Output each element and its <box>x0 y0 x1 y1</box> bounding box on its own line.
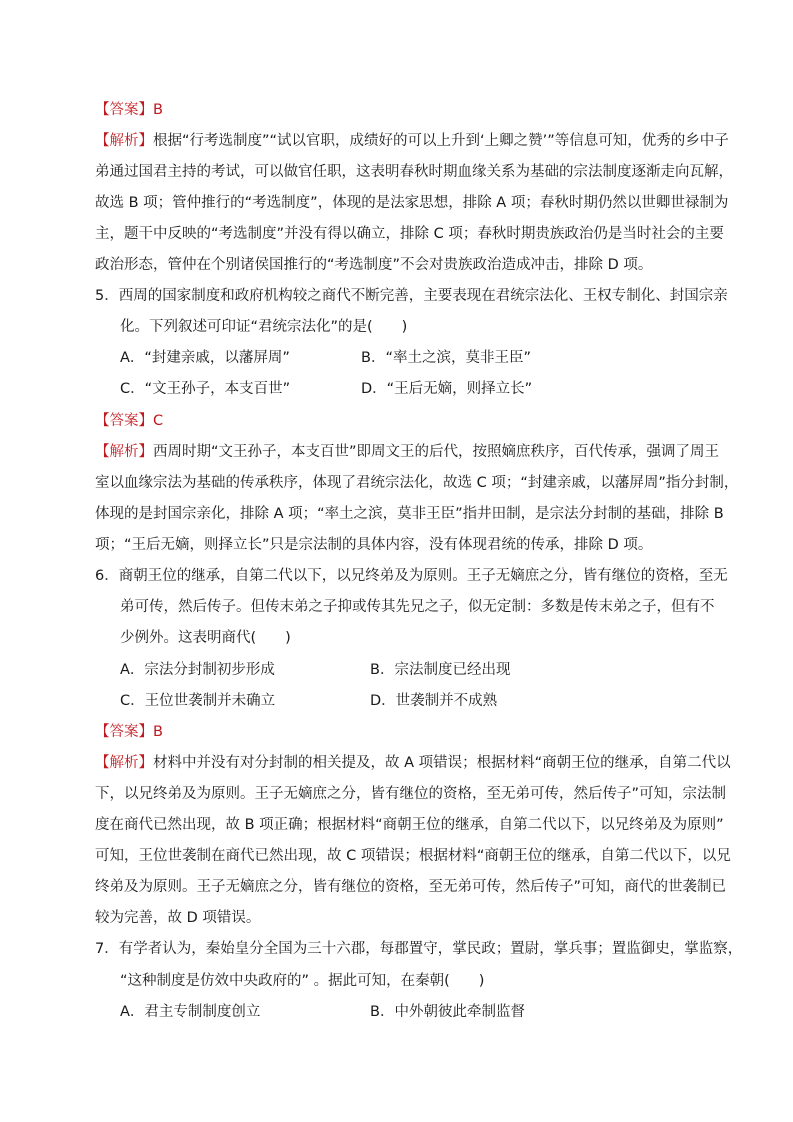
explanation-text: 材料中并没有对分封制的相关提及，故 A 项错误；根据材料“商朝王位的继承，自第二代以 <box>153 755 731 771</box>
explanation-line <box>95 753 731 773</box>
answer-value: B <box>153 102 163 118</box>
explanation-line: 终弟及为原则。王子无嫡庶之分，皆有继位的资格，至无弟可传，然后传子”可知，商代的世袭制已 <box>95 879 727 895</box>
option-a: A．“封建亲戚，以藩屏周” <box>120 350 290 366</box>
explanation-line: 度在商代已然出现，故 B 项正确；根据材料“商朝王位的继承，自第二代以下，以兄终弟及为原则” <box>95 817 724 833</box>
question-stem: 化。下列叙述可印证“君统宗法化”的是( ) <box>120 319 408 335</box>
option-a: A．君主专制制度创立 <box>120 1004 261 1020</box>
answer-tag: 【答案】 <box>95 724 153 740</box>
answer-tag: 【答案】 <box>95 413 153 429</box>
explanation-line: 弟通过国君主持的考试，可以做官任职，这表明春秋时期血缘关系为基础的宗法制度逐渐走向瓦解， <box>95 164 733 180</box>
explanation-tag: 【解析】 <box>95 444 153 460</box>
explanation-line: 项；“王后无嫡，则择立长”只是宗法制的具体内容，没有体现君统的传承，排除 D 项。 <box>95 537 653 553</box>
question-stem: 7．有学者认为，秦始皇分全国为三十六郡，每郡置守，掌民政；置尉，掌兵事；置监御史，掌监察， <box>95 941 743 957</box>
question-stem: “这种制度是仿效中央政府的” 。据此可知，在秦朝( ) <box>120 973 485 989</box>
explanation-line: 体现的是封国宗亲化，排除 A 项；“率土之滨，莫非王臣”指井田制，是宗法分封制的基础，排除 B <box>95 506 724 522</box>
answer-line <box>95 722 163 742</box>
option-d: D．“王后无嫡，则择立长” <box>361 381 533 397</box>
answer-value: C <box>153 413 164 429</box>
explanation-line <box>95 442 719 462</box>
explanation-text: 西周时期“文王孙子，本支百世”即周文王的后代，按照嫡庶秩序，百代传承，强调了周王 <box>153 444 720 460</box>
explanation-line: 较为完善，故 D 项错误。 <box>95 910 261 926</box>
explanation-tag: 【解析】 <box>95 133 153 149</box>
explanation-line: 主，题干中反映的“考选制度”并没有得以确立，排除 C 项；春秋时期贵族政治仍是当时社会的主要 <box>95 226 724 242</box>
option-d: D．世袭制并不成熟 <box>370 693 498 709</box>
option-c: C．“文王孙子，本支百世” <box>120 381 291 397</box>
answer-tag: 【答案】 <box>95 102 153 118</box>
answer-line <box>95 100 163 120</box>
answer-value: B <box>153 724 163 740</box>
option-b: B．“率土之滨，莫非王臣” <box>361 350 531 366</box>
question-stem: 弟可传，然后传子。但传末弟之子抑或传其先兄之子，似无定制：多数是传末弟之子，但有不 <box>120 599 715 615</box>
explanation-line: 可知，王位世袭制在商代已然出现，故 C 项错误；根据材料“商朝王位的继承，自第二代以下，以兄 <box>95 848 731 864</box>
explanation-line: 室以血缘宗法为基础的传承秩序，体现了君统宗法化，故选 C 项；“封建亲戚，以藩屏周”指分封制， <box>95 475 739 491</box>
explanation-line <box>95 131 729 151</box>
explanation-line: 政治形态，管仲在个别诸侯国推行的“考选制度”不会对贵族政治造成冲击，排除 D 项。 <box>95 257 653 273</box>
question-stem: 少例外。这表明商代( ) <box>120 630 291 646</box>
question-stem: 6．商朝王位的继承，自第二代以下，以兄终弟及为原则。王子无嫡庶之分，皆有继位的资格，至无 <box>95 568 728 584</box>
option-a: A．宗法分封制初步形成 <box>120 662 275 678</box>
answer-line <box>95 411 163 431</box>
explanation-text: 根据“行考选制度”“试以官职，成绩好的可以上升到‘上卿之赞’”等信息可知，优秀的乡中子 <box>153 133 729 149</box>
option-b: B．宗法制度已经出现 <box>370 662 511 678</box>
question-stem: 5．西周的国家制度和政府机构较之商代不断完善，主要表现在君统宗法化、王权专制化、封国宗亲 <box>95 288 728 304</box>
explanation-line: 下，以兄终弟及为原则。王子无嫡庶之分，皆有继位的资格，至无弟可传，然后传子”可知，宗法制 <box>95 786 727 802</box>
explanation-line: 故选 B 项；管仲推行的“考选制度”，体现的是法家思想，排除 A 项；春秋时期仍然以世卿世禄制为 <box>95 195 729 211</box>
option-c: C．王位世袭制并未确立 <box>120 693 276 709</box>
explanation-tag: 【解析】 <box>95 755 153 771</box>
option-b: B．中外朝彼此牵制监督 <box>370 1004 525 1020</box>
